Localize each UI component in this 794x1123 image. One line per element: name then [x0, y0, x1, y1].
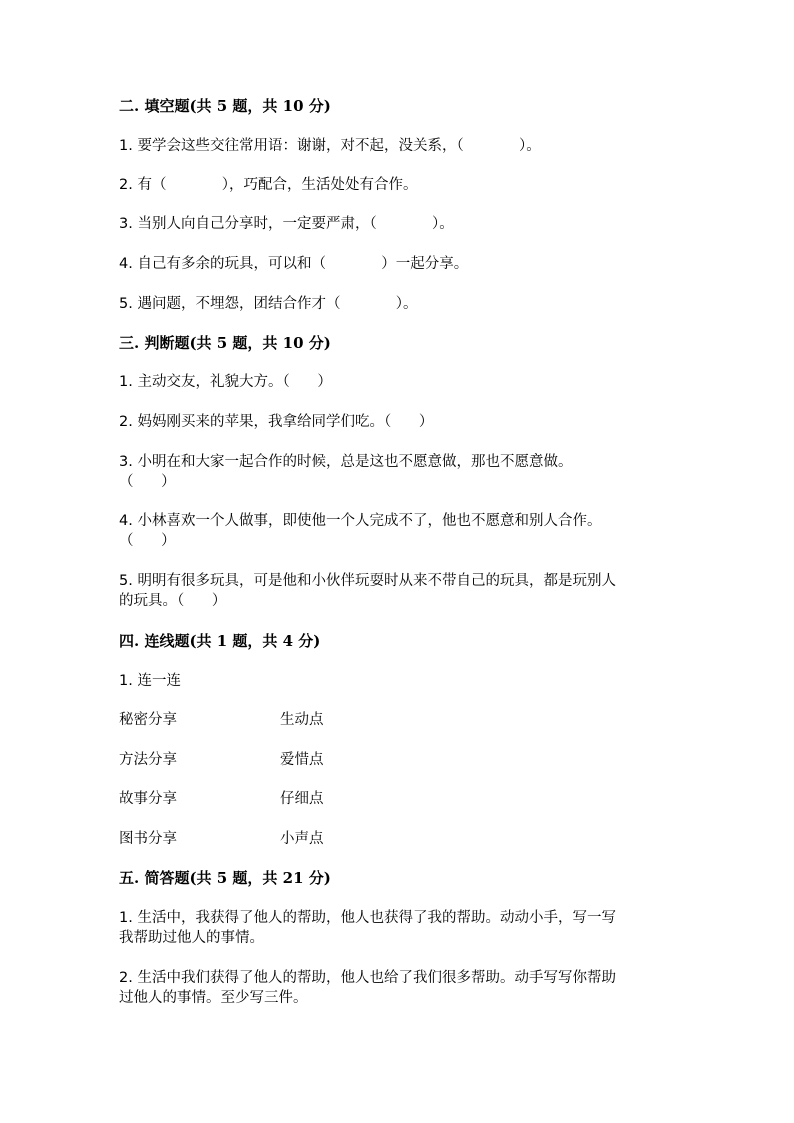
section-2-title: 二. 填空题(共 5 题，共 10 分)	[119, 97, 331, 115]
fill-blank-question-1: 1. 要学会这些交往常用语：谢谢，对不起，没关系，（ ）。	[119, 138, 541, 154]
true-false-question-5-cont: 的玩具。（ ）	[119, 593, 227, 609]
fill-blank-question-4: 4. 自己有多余的玩具，可以和（ ）一起分享。	[119, 256, 469, 272]
matching-right-item: 小声点	[280, 831, 324, 847]
matching-right-item: 爱惜点	[280, 752, 324, 768]
true-false-question-3: 3. 小明在和大家一起合作的时候，总是这也不愿意做，那也不愿意做。	[119, 454, 573, 470]
section-5-title: 五. 简答题(共 5 题，共 21 分)	[119, 869, 331, 887]
matching-right-item: 仔细点	[280, 791, 324, 807]
short-answer-question-2-cont: 过他人的事情。至少写三件。	[119, 990, 308, 1006]
section-3-title: 三. 判断题(共 5 题，共 10 分)	[119, 334, 331, 352]
true-false-question-4-answer: （ ）	[119, 533, 176, 549]
short-answer-question-2: 2. 生活中我们获得了他人的帮助，他人也给了我们很多帮助。动手写写你帮助	[119, 970, 616, 986]
fill-blank-question-5: 5. 遇问题，不埋怨，团结合作才（ ）。	[119, 296, 418, 312]
fill-blank-question-3: 3. 当别人向自己分享时，一定要严肃，（ ）。	[119, 216, 454, 232]
true-false-question-1: 1. 主动交友，礼貌大方。（ ）	[119, 374, 332, 390]
matching-left-item: 秘密分享	[119, 712, 177, 728]
short-answer-question-1: 1. 生活中，我获得了他人的帮助，他人也获得了我的帮助。动动小手，写一写	[119, 910, 616, 926]
true-false-question-2: 2. 妈妈刚买来的苹果，我拿给同学们吃。（ ）	[119, 414, 434, 430]
matching-question: 1. 连一连	[119, 673, 181, 689]
true-false-question-4: 4. 小林喜欢一个人做事，即使他一个人完成不了，他也不愿意和别人合作。	[119, 513, 602, 529]
fill-blank-question-2: 2. 有（ ），巧配合，生活处处有合作。	[119, 177, 418, 193]
section-4-title: 四. 连线题(共 1 题，共 4 分)	[119, 632, 321, 650]
matching-left-item: 方法分享	[119, 752, 177, 768]
true-false-question-3-answer: （ ）	[119, 474, 176, 490]
matching-left-item: 图书分享	[119, 831, 177, 847]
short-answer-question-1-cont: 我帮助过他人的事情。	[119, 930, 264, 946]
matching-left-item: 故事分享	[119, 791, 177, 807]
true-false-question-5: 5. 明明有很多玩具，可是他和小伙伴玩耍时从来不带自己的玩具，都是玩别人	[119, 573, 616, 589]
matching-right-item: 生动点	[280, 712, 324, 728]
